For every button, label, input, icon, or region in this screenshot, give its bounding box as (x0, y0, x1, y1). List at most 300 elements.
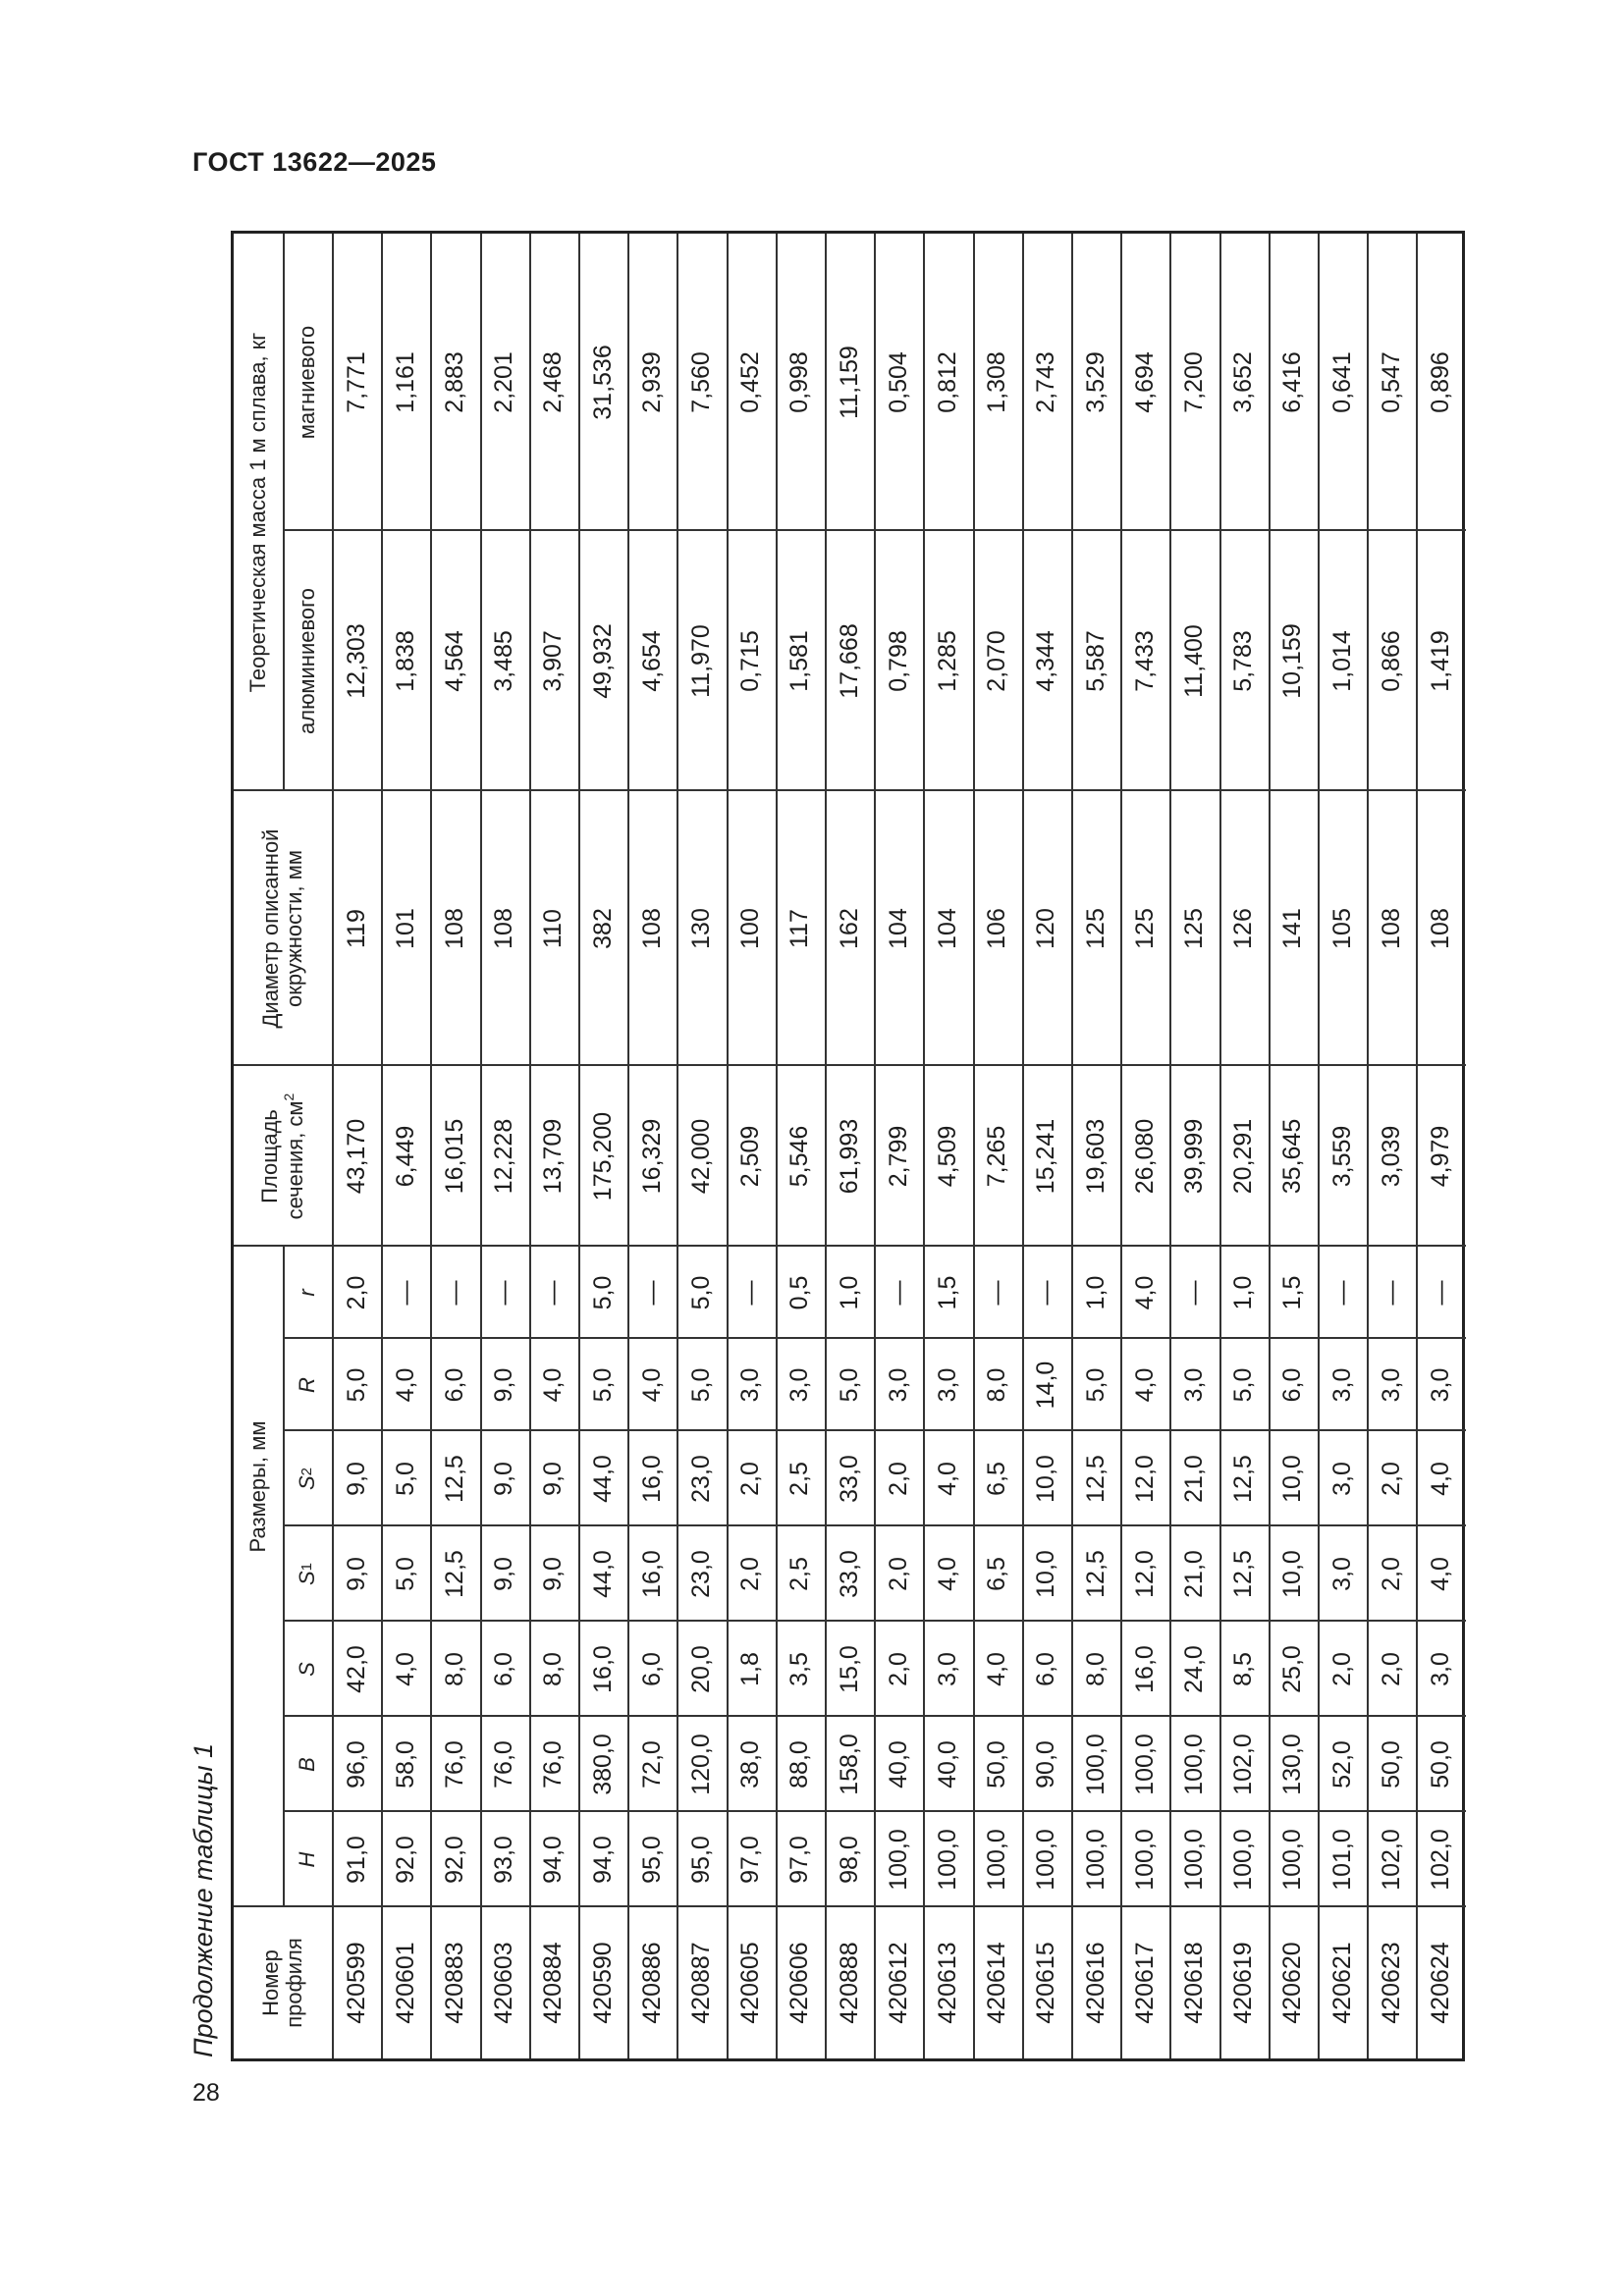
cell-s2: 21,0 (1179, 1455, 1208, 1503)
cell-profile-number: 420618 (1179, 1942, 1208, 2024)
cell-r-upper: 14,0 (1032, 1361, 1060, 1410)
cell-area: 3,559 (1327, 1125, 1356, 1188)
cell-r-upper: 3,0 (736, 1367, 765, 1403)
cell-s1: 2,5 (785, 1557, 814, 1591)
row-divider (430, 234, 432, 2058)
row-divider (381, 234, 383, 2058)
cell-r-lower: 1,5 (933, 1275, 961, 1310)
cell-diameter: 119 (342, 909, 370, 948)
cell-r-upper: 5,0 (835, 1367, 863, 1403)
cell-profile-number: 420624 (1426, 1942, 1454, 2024)
cell-h: 100,0 (1229, 1829, 1258, 1891)
cell-h: 100,0 (1278, 1829, 1307, 1891)
header-profile-number-text: Номер профиля (257, 1938, 306, 2028)
cell-mass-aluminum: 1,419 (1426, 630, 1454, 692)
cell-h: 100,0 (1032, 1829, 1060, 1891)
cell-s: 3,0 (1426, 1652, 1454, 1686)
cell-r-upper: 4,0 (539, 1367, 568, 1403)
row-divider (1169, 234, 1171, 2058)
cell-b: 100,0 (1081, 1734, 1110, 1795)
cell-s1: 16,0 (637, 1550, 666, 1598)
cell-profile-number: 420623 (1377, 1942, 1405, 2024)
cell-area: 5,546 (785, 1125, 814, 1188)
cell-b: 96,0 (342, 1740, 370, 1789)
cell-s: 20,0 (686, 1645, 715, 1693)
cell-mass-aluminum: 1,838 (391, 630, 419, 692)
cell-area: 16,329 (637, 1118, 666, 1195)
cell-r-lower: 2,0 (342, 1275, 370, 1310)
cell-r-upper: 3,0 (1327, 1367, 1356, 1403)
cell-r-upper: 4,0 (391, 1367, 419, 1403)
cell-mass-aluminum: 11,970 (686, 624, 715, 698)
cell-area: 19,603 (1081, 1118, 1110, 1195)
cell-area: 16,015 (440, 1118, 468, 1195)
cell-h: 102,0 (1426, 1829, 1454, 1891)
cell-b: 90,0 (1032, 1740, 1060, 1789)
cell-s2: 12,5 (1229, 1455, 1258, 1503)
cell-profile-number: 420620 (1278, 1942, 1307, 2024)
cell-b: 50,0 (1377, 1740, 1405, 1789)
cell-s2: 16,0 (637, 1455, 666, 1503)
cell-h: 98,0 (835, 1836, 863, 1884)
cell-h: 102,0 (1377, 1829, 1405, 1891)
cell-r-upper: 3,0 (1179, 1367, 1208, 1403)
cell-r-lower: — (539, 1280, 568, 1306)
cell-profile-number: 420621 (1327, 1942, 1356, 2024)
cell-area: 3,039 (1377, 1125, 1405, 1188)
cell-b: 58,0 (391, 1740, 419, 1789)
cell-s1: 10,0 (1032, 1550, 1060, 1598)
cell-diameter: 126 (1229, 908, 1258, 949)
cell-mass-magnesium: 0,896 (1426, 351, 1454, 413)
cell-b: 120,0 (686, 1734, 715, 1795)
header-s (283, 1622, 332, 1717)
header-s1-text: S (294, 1571, 319, 1586)
cell-diameter: 104 (933, 908, 961, 949)
cell-mass-aluminum: 0,798 (884, 630, 912, 692)
cell-profile-number: 420884 (539, 1942, 568, 2024)
cell-profile-number: 420606 (785, 1942, 814, 2024)
table-caption: Продолжение таблицы 1 (189, 1742, 218, 2057)
cell-mass-magnesium: 0,812 (933, 351, 961, 413)
cell-mass-aluminum: 4,654 (637, 630, 666, 692)
cell-diameter: 110 (539, 909, 568, 948)
cell-area: 20,291 (1229, 1118, 1258, 1195)
cell-area: 13,709 (539, 1118, 568, 1195)
column-divider (234, 1064, 1466, 1066)
cell-s2: 4,0 (1426, 1462, 1454, 1496)
row-divider (1416, 234, 1418, 2058)
cell-r-lower: — (1327, 1280, 1356, 1306)
header-h (283, 1812, 332, 1907)
cell-s: 2,0 (1377, 1652, 1405, 1686)
cell-diameter: 125 (1081, 908, 1110, 949)
cell-diameter: 382 (588, 908, 617, 949)
cell-s: 3,5 (785, 1652, 814, 1686)
cell-profile-number: 420599 (342, 1942, 370, 2024)
cell-h: 91,0 (342, 1836, 370, 1884)
cell-s: 1,8 (736, 1652, 765, 1686)
cell-mass-aluminum: 10,159 (1278, 623, 1307, 699)
page-number: 28 (192, 2079, 220, 2107)
header-s2-subscript: 2 (298, 1467, 315, 1476)
cell-diameter: 117 (785, 909, 814, 948)
cell-r-upper: 3,0 (1377, 1367, 1405, 1403)
cell-r-lower: — (1426, 1280, 1454, 1306)
cell-s: 2,0 (1327, 1652, 1356, 1686)
cell-mass-magnesium: 0,998 (785, 351, 814, 413)
cell-h: 100,0 (1130, 1829, 1159, 1891)
cell-profile-number: 420617 (1130, 1942, 1159, 2024)
header-r-lower-text: r (294, 1289, 319, 1297)
row-divider (332, 234, 334, 2058)
cell-s2: 6,5 (983, 1462, 1011, 1496)
cell-mass-aluminum: 3,907 (539, 630, 568, 692)
cell-r-lower: — (391, 1280, 419, 1306)
header-area-text (258, 1083, 307, 1230)
cell-b: 76,0 (440, 1740, 468, 1789)
row-divider (825, 234, 827, 2058)
cell-r-lower: — (1377, 1280, 1405, 1306)
cell-h: 100,0 (1179, 1829, 1208, 1891)
cell-h: 100,0 (1081, 1829, 1110, 1891)
cell-s2: 3,0 (1327, 1462, 1356, 1496)
column-divider (283, 1429, 1466, 1431)
cell-r-lower: — (884, 1280, 912, 1306)
header-diameter-text: Диаметр описанной окружности, мм (257, 828, 306, 1029)
cell-s: 16,0 (588, 1645, 617, 1693)
cell-r-upper: 5,0 (1081, 1367, 1110, 1403)
cell-area: 61,993 (835, 1118, 863, 1195)
cell-h: 101,0 (1327, 1829, 1356, 1891)
cell-s1: 12,0 (1130, 1550, 1159, 1598)
header-b (283, 1717, 332, 1812)
cell-mass-magnesium: 2,468 (539, 351, 568, 413)
cell-area: 43,170 (342, 1118, 370, 1195)
cell-mass-magnesium: 1,308 (983, 351, 1011, 413)
cell-mass-magnesium: 2,883 (440, 351, 468, 413)
cell-diameter: 100 (736, 908, 765, 949)
cell-diameter: 125 (1130, 908, 1159, 949)
row-divider (480, 234, 482, 2058)
cell-s2: 12,0 (1130, 1455, 1159, 1503)
cell-area: 4,509 (933, 1125, 961, 1188)
cell-r-lower: 5,0 (588, 1275, 617, 1310)
cell-mass-magnesium: 11,159 (835, 346, 863, 419)
cell-area: 42,000 (686, 1118, 715, 1195)
cell-profile-number: 420619 (1229, 1942, 1258, 2024)
header-s2-text: S (294, 1475, 319, 1491)
cell-mass-aluminum: 5,587 (1081, 630, 1110, 692)
cell-area: 175,200 (588, 1111, 617, 1201)
cell-s1: 9,0 (342, 1557, 370, 1591)
header-magnesium-text: магниевого (294, 325, 319, 440)
cell-s2: 10,0 (1278, 1455, 1307, 1503)
cell-s1: 5,0 (391, 1557, 419, 1591)
header-aluminum-text: алюминиевого (294, 588, 319, 734)
cell-mass-aluminum: 4,564 (440, 630, 468, 692)
cell-r-upper: 9,0 (490, 1367, 518, 1403)
cell-s1: 33,0 (835, 1550, 863, 1598)
cell-r-upper: 3,0 (1426, 1367, 1454, 1403)
cell-s2: 2,0 (1377, 1462, 1405, 1496)
cell-s: 15,0 (835, 1645, 863, 1693)
cell-s2: 9,0 (342, 1462, 370, 1496)
row-divider (1022, 234, 1024, 2058)
header-area-label: Площадь сечения, см (256, 1100, 307, 1220)
row-divider (1269, 234, 1271, 2058)
cell-r-lower: — (1032, 1280, 1060, 1306)
cell-h: 95,0 (686, 1836, 715, 1884)
cell-s2: 2,0 (736, 1462, 765, 1496)
cell-s: 4,0 (983, 1652, 1011, 1686)
cell-s1: 23,0 (686, 1550, 715, 1598)
cell-r-lower: — (637, 1280, 666, 1306)
header-s1 (283, 1526, 332, 1622)
cell-diameter: 108 (1426, 908, 1454, 949)
cell-r-lower: — (983, 1280, 1011, 1306)
cell-area: 35,645 (1278, 1118, 1307, 1195)
cell-r-upper: 4,0 (637, 1367, 666, 1403)
cell-area: 6,449 (391, 1125, 419, 1188)
cell-s: 4,0 (391, 1652, 419, 1686)
cell-b: 130,0 (1278, 1734, 1307, 1795)
cell-mass-magnesium: 0,641 (1327, 351, 1356, 413)
cell-h: 97,0 (736, 1836, 765, 1884)
cell-diameter: 108 (637, 908, 666, 949)
header-b-text: B (294, 1757, 319, 1772)
data-table (231, 231, 1465, 2061)
cell-r-lower: 5,0 (686, 1275, 715, 1310)
cell-s2: 2,5 (785, 1462, 814, 1496)
cell-s2: 10,0 (1032, 1455, 1060, 1503)
header-divider-mass (283, 234, 285, 791)
column-divider (283, 529, 1466, 531)
cell-r-upper: 8,0 (983, 1367, 1011, 1403)
cell-h: 97,0 (785, 1836, 814, 1884)
column-divider (234, 1905, 1466, 1907)
cell-mass-magnesium: 7,771 (342, 351, 370, 413)
header-mass-group-text: Теоретическая масса 1 м сплава, кг (244, 332, 270, 693)
cell-b: 38,0 (736, 1740, 765, 1789)
cell-r-lower: 0,5 (785, 1275, 814, 1310)
cell-s: 24,0 (1179, 1645, 1208, 1693)
cell-mass-aluminum: 12,303 (342, 623, 370, 699)
cell-h: 94,0 (539, 1836, 568, 1884)
cell-mass-magnesium: 7,560 (686, 351, 715, 413)
cell-area: 12,228 (490, 1118, 518, 1195)
cell-s: 6,0 (637, 1652, 666, 1686)
cell-r-upper: 5,0 (588, 1367, 617, 1403)
column-divider (234, 1245, 1466, 1247)
cell-diameter: 106 (983, 908, 1011, 949)
cell-s: 2,0 (884, 1652, 912, 1686)
cell-s: 3,0 (933, 1652, 961, 1686)
document-standard-header: ГОСТ 13622—2025 (192, 147, 437, 177)
cell-profile-number: 420601 (391, 1942, 419, 2024)
cell-mass-magnesium: 4,694 (1130, 351, 1159, 413)
cell-mass-magnesium: 1,161 (391, 351, 419, 413)
header-area (234, 1066, 332, 1247)
cell-s2: 23,0 (686, 1455, 715, 1503)
header-s-text: S (294, 1662, 319, 1677)
cell-profile-number: 420590 (588, 1942, 617, 2024)
row-divider (1318, 234, 1320, 2058)
cell-area: 2,509 (736, 1125, 765, 1188)
cell-b: 100,0 (1179, 1734, 1208, 1795)
cell-mass-aluminum: 2,070 (983, 630, 1011, 692)
cell-b: 102,0 (1229, 1734, 1258, 1795)
cell-diameter: 162 (835, 908, 863, 949)
cell-mass-magnesium: 7,200 (1179, 351, 1208, 413)
cell-mass-magnesium: 6,416 (1278, 351, 1307, 413)
cell-r-lower: 1,0 (835, 1275, 863, 1310)
cell-mass-aluminum: 3,485 (490, 630, 518, 692)
cell-s1: 3,0 (1327, 1557, 1356, 1591)
cell-r-lower: — (736, 1280, 765, 1306)
cell-diameter: 125 (1179, 908, 1208, 949)
header-mass-group (234, 234, 283, 791)
cell-r-lower: 1,0 (1081, 1275, 1110, 1310)
cell-r-upper: 3,0 (933, 1367, 961, 1403)
cell-profile-number: 420605 (736, 1942, 765, 2024)
cell-r-upper: 5,0 (686, 1367, 715, 1403)
row-divider (874, 234, 876, 2058)
column-divider (283, 1337, 1466, 1339)
cell-h: 94,0 (588, 1836, 617, 1884)
cell-b: 76,0 (490, 1740, 518, 1789)
column-divider (283, 1524, 1466, 1526)
cell-mass-magnesium: 2,201 (490, 351, 518, 413)
cell-b: 72,0 (637, 1740, 666, 1789)
cell-diameter: 130 (686, 908, 715, 949)
cell-mass-aluminum: 1,014 (1327, 630, 1356, 692)
cell-s1: 12,5 (1081, 1550, 1110, 1598)
cell-diameter: 141 (1278, 908, 1307, 949)
cell-s2: 9,0 (490, 1462, 518, 1496)
cell-h: 100,0 (884, 1829, 912, 1891)
cell-mass-magnesium: 0,547 (1377, 351, 1405, 413)
cell-s1: 2,0 (1377, 1557, 1405, 1591)
cell-s1: 4,0 (1426, 1557, 1454, 1591)
cell-mass-magnesium: 2,743 (1032, 351, 1060, 413)
cell-mass-aluminum: 49,932 (588, 623, 617, 699)
cell-h: 92,0 (440, 1836, 468, 1884)
cell-r-lower: — (490, 1280, 518, 1306)
column-divider (283, 1620, 1466, 1622)
cell-area: 39,999 (1179, 1118, 1208, 1195)
cell-profile-number: 420883 (440, 1942, 468, 2024)
cell-mass-magnesium: 0,504 (884, 351, 912, 413)
cell-diameter: 101 (391, 908, 419, 949)
cell-s1: 2,0 (884, 1557, 912, 1591)
cell-mass-aluminum: 7,433 (1130, 630, 1159, 692)
cell-s2: 4,0 (933, 1462, 961, 1496)
row-divider (923, 234, 925, 2058)
cell-b: 380,0 (588, 1734, 617, 1795)
cell-b: 52,0 (1327, 1740, 1356, 1789)
cell-profile-number: 420888 (835, 1942, 863, 2024)
row-divider (677, 234, 678, 2058)
cell-s: 25,0 (1278, 1645, 1307, 1693)
row-divider (1071, 234, 1073, 2058)
cell-s2: 9,0 (539, 1462, 568, 1496)
row-divider (529, 234, 531, 2058)
cell-b: 40,0 (933, 1740, 961, 1789)
cell-r-upper: 5,0 (1229, 1367, 1258, 1403)
cell-r-upper: 6,0 (440, 1367, 468, 1403)
rotated-table-container (187, 216, 1465, 2061)
cell-s1: 10,0 (1278, 1550, 1307, 1598)
header-area-superscript: 2 (281, 1093, 297, 1101)
cell-r-upper: 5,0 (342, 1367, 370, 1403)
cell-s1: 6,5 (983, 1557, 1011, 1591)
cell-b: 158,0 (835, 1734, 863, 1795)
cell-s1: 9,0 (490, 1557, 518, 1591)
cell-s2: 2,0 (884, 1462, 912, 1496)
header-r-upper (283, 1339, 332, 1431)
cell-s1: 44,0 (588, 1550, 617, 1598)
header-h-text: H (294, 1851, 319, 1868)
cell-r-upper: 3,0 (884, 1367, 912, 1403)
header-profile-number (234, 1907, 332, 2058)
cell-mass-magnesium: 31,536 (588, 345, 617, 420)
cell-s: 16,0 (1130, 1645, 1159, 1693)
column-divider (283, 1810, 1466, 1812)
cell-diameter: 108 (490, 908, 518, 949)
row-divider (1367, 234, 1369, 2058)
cell-profile-number: 420616 (1081, 1942, 1110, 2024)
cell-profile-number: 420612 (884, 1942, 912, 2024)
cell-mass-aluminum: 17,668 (835, 623, 863, 699)
header-aluminum (283, 531, 332, 791)
cell-b: 50,0 (1426, 1740, 1454, 1789)
cell-mass-aluminum: 1,581 (785, 630, 814, 692)
header-diameter (234, 791, 332, 1066)
cell-mass-aluminum: 0,715 (736, 630, 765, 692)
cell-r-lower: 1,0 (1229, 1275, 1258, 1310)
cell-s: 42,0 (342, 1645, 370, 1693)
cell-profile-number: 420615 (1032, 1942, 1060, 2024)
cell-s: 6,0 (490, 1652, 518, 1686)
cell-diameter: 108 (440, 908, 468, 949)
cell-h: 92,0 (391, 1836, 419, 1884)
cell-mass-magnesium: 2,939 (637, 351, 666, 413)
cell-diameter: 120 (1032, 908, 1060, 949)
header-divider-dimensions (283, 1247, 285, 1907)
cell-mass-aluminum: 1,285 (933, 630, 961, 692)
cell-s1: 2,0 (736, 1557, 765, 1591)
cell-h: 100,0 (983, 1829, 1011, 1891)
cell-s1: 9,0 (539, 1557, 568, 1591)
cell-mass-aluminum: 0,866 (1377, 630, 1405, 692)
cell-s1: 4,0 (933, 1557, 961, 1591)
row-divider (727, 234, 729, 2058)
cell-mass-magnesium: 0,452 (736, 351, 765, 413)
cell-s1: 12,5 (1229, 1550, 1258, 1598)
cell-mass-aluminum: 5,783 (1229, 630, 1258, 692)
header-s2 (283, 1431, 332, 1526)
cell-s2: 5,0 (391, 1462, 419, 1496)
cell-profile-number: 420603 (490, 1942, 518, 2024)
cell-diameter: 108 (1377, 908, 1405, 949)
cell-area: 4,979 (1426, 1125, 1454, 1188)
cell-r-upper: 6,0 (1278, 1367, 1307, 1403)
cell-mass-magnesium: 3,652 (1229, 351, 1258, 413)
cell-diameter: 105 (1327, 908, 1356, 949)
cell-area: 7,265 (983, 1125, 1011, 1188)
header-magnesium (283, 234, 332, 531)
